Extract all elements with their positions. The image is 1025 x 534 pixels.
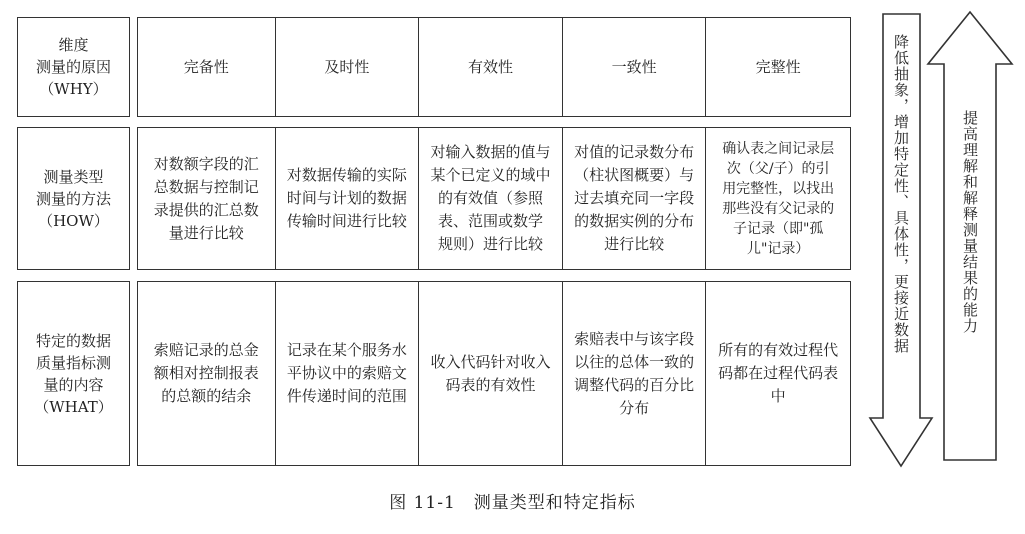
up-arrow-label: 提高理解和解释测量结果的能力 [961, 110, 979, 334]
cell-line: 索赔表中与该字段 [574, 329, 695, 348]
cell-line: 及时性 [324, 57, 370, 76]
cell-line: 完整性 [755, 57, 801, 76]
cell-line: 的数据实例的分布 [574, 212, 695, 230]
row-header-what [17, 281, 130, 466]
cell-line: 收入代码针对收入 [430, 352, 551, 371]
header-line: 测量的原因 [35, 58, 111, 76]
cell-integrity-what [705, 282, 850, 465]
cell-line: 次（父/子）的引 [726, 160, 830, 177]
cell-line: 确认表之间记录层 [722, 140, 835, 157]
cell-line: 额相对控制报表 [153, 364, 259, 382]
cell-line: 以往的总体一致的 [574, 352, 695, 371]
cell-consistency-how [562, 128, 706, 269]
cell-line: 所有的有效过程代 [718, 341, 839, 359]
cell-line: 量进行比较 [168, 223, 244, 242]
cell-line: 过去填充同一字段 [574, 189, 695, 207]
cell-validity [418, 18, 562, 116]
cell-line: （柱状图概要）与 [574, 166, 695, 184]
cell-line: 对值的记录数分布 [574, 143, 695, 161]
cell-line: 索赔记录的总金 [153, 341, 259, 359]
cell-timeliness-how [275, 128, 419, 269]
row-what [137, 281, 851, 466]
row-header-why [17, 17, 130, 117]
cell-line: 传输时间进行比较 [286, 212, 407, 230]
cell-integrity-how [705, 128, 850, 269]
cell-line: 表、范围或数学 [437, 212, 543, 230]
cell-line: 对数额字段的汇 [153, 154, 259, 173]
header-line: （WHY） [39, 80, 108, 98]
cell-line: 有效性 [467, 57, 513, 76]
header-line: 测量类型 [43, 167, 104, 186]
header-line: 质量指标测 [35, 353, 111, 372]
header-line: 测量的方法 [35, 189, 111, 208]
header-line: （WHAT） [34, 397, 113, 416]
cell-line: 平协议中的索赔文 [286, 364, 407, 382]
cell-line: 总数据与控制记 [153, 177, 259, 196]
cell-line: 录提供的汇总数 [153, 200, 259, 219]
cell-line: 规则）进行比较 [437, 235, 543, 253]
header-line: （HOW） [38, 211, 109, 230]
cell-line: 调整代码的百分比 [574, 375, 695, 394]
cell-validity-how [418, 128, 562, 269]
cell-consistency [562, 18, 706, 116]
header-line: 维度 [58, 36, 89, 54]
cell-line: 的总额的结余 [161, 387, 252, 405]
cell-line: 对输入数据的值与 [430, 143, 551, 161]
header-line: 特定的数据 [35, 331, 111, 350]
cell-line: 中 [770, 387, 786, 405]
cell-line: 用完整性，以找出 [722, 180, 835, 197]
cell-line: 码表的有效性 [445, 375, 536, 394]
cell-line: 码都在过程代码表 [718, 364, 839, 382]
cell-line: 儿"记录） [746, 240, 810, 257]
cell-line: 某个已定义的域中 [430, 166, 551, 184]
cell-line: 对数据传输的实际 [286, 166, 407, 184]
cell-line: 进行比较 [604, 235, 665, 253]
cell-completeness-how [138, 128, 275, 269]
figure-caption: 图 11-1 测量类型和特定指标 [389, 493, 636, 513]
cell-timeliness [275, 18, 419, 116]
cell-line: 分布 [619, 398, 650, 417]
cell-line: 那些没有父记录的 [722, 200, 835, 217]
cell-line: 一致性 [611, 57, 657, 76]
cell-line: 时间与计划的数据 [286, 189, 407, 207]
cell-consistency-what [562, 282, 706, 465]
cell-line: 子记录（即"孤 [732, 220, 824, 237]
cell-completeness-what [138, 282, 275, 465]
header-line: 量的内容 [43, 375, 104, 394]
row-why [137, 17, 851, 117]
cell-integrity [705, 18, 850, 116]
row-header-how [17, 127, 130, 270]
cell-timeliness-what [275, 282, 419, 465]
cell-completeness [138, 18, 275, 116]
row-how [137, 127, 851, 270]
cell-line: 的有效值（参照 [437, 189, 543, 207]
cell-line: 记录在某个服务水 [286, 341, 407, 359]
down-arrow-label: 降低抽象，增加特定性、具体性，更接近数据 [892, 34, 910, 354]
cell-line: 完备性 [183, 57, 229, 76]
cell-validity-what [418, 282, 562, 465]
cell-line: 件传递时间的范围 [286, 387, 407, 405]
